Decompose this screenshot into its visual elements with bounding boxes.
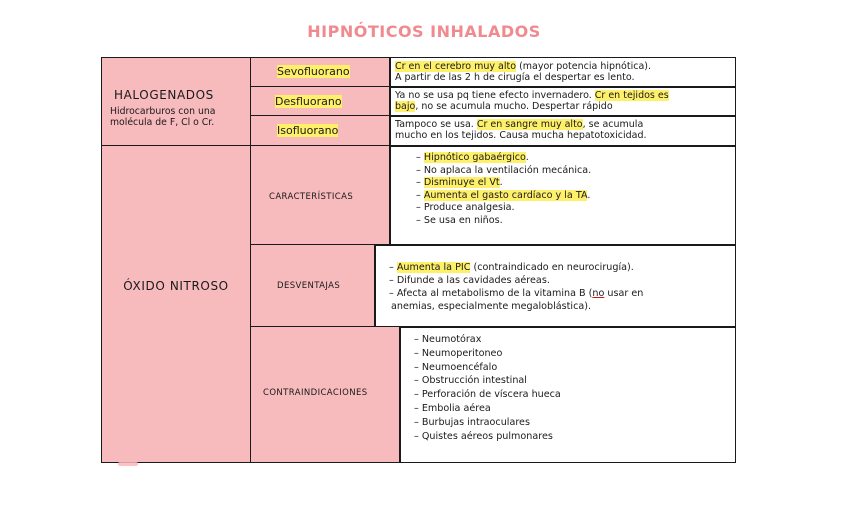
desventajas-content-cell [374, 244, 736, 328]
desfluorano-name-cell [250, 86, 391, 117]
list-item: – Neumoencéfalo [414, 361, 561, 375]
list-item-continuation: anemias, especialmente megaloblástica). [391, 301, 592, 312]
desfluorano-name: Desfluorano [275, 95, 342, 108]
contraindicaciones-list [414, 333, 561, 443]
sevofluorano-name: Sevofluorano [277, 65, 350, 78]
desventajas-label-cell [250, 244, 376, 328]
list-item: – Se usa en niños. [416, 215, 591, 228]
halogenados-label: HALOGENADOS [114, 88, 214, 102]
caracteristicas-list [416, 152, 591, 228]
list-item: – Disminuye el Vt. [416, 177, 591, 190]
desventajas-list [389, 261, 643, 313]
list-item: – Burbujas intraoculares [414, 416, 561, 430]
list-item: – Produce analgesia. [416, 202, 591, 215]
list-item: – Perforación de víscera hueca [414, 388, 561, 402]
list-item: – Embolia aérea [414, 402, 561, 416]
list-item: – Aumenta el gasto cardíaco y la TA. [416, 190, 591, 203]
sevofluorano-name-cell [250, 57, 391, 88]
caracteristicas-label-cell [250, 145, 391, 246]
halogenados-sublabel: Hidrocarburos con una molécula de F, Cl o Cr. [110, 106, 216, 128]
list-item: – Neumotórax [414, 333, 561, 347]
desfluorano-desc: Ya no se usa pq tiene efecto invernadero. Cr en tejidos es bajo, no se acumula mucho. Despertar rápido [395, 90, 669, 112]
list-item: – Difunde a las cavidades aéreas. [389, 275, 550, 286]
isofluorano-name-cell [250, 115, 391, 147]
caracteristicas-content-cell [389, 145, 736, 246]
list-item: – Hipnótico gabaérgico. [416, 152, 591, 165]
list-item: – Obstrucción intestinal [414, 374, 561, 388]
desventajas-label: DESVENTAJAS [277, 281, 341, 291]
isofluorano-desc-cell [389, 115, 736, 147]
contraindicaciones-label: CONTRAINDICACIONES [263, 388, 368, 398]
list-item: – Neumoperitoneo [414, 347, 561, 361]
desfluorano-desc-cell [389, 86, 736, 117]
list-item: – Quistes aéreos pulmonares [414, 430, 561, 444]
list-item: – Aumenta la PIC (contraindicado en neurocirugía). [389, 262, 634, 273]
isofluorano-name: Isofluorano [277, 124, 339, 137]
list-item: – No aplaca la ventilación mecánica. [416, 165, 591, 178]
pink-smudge-decoration [118, 462, 138, 466]
page-title: HIPNÓTICOS INHALADOS [307, 22, 541, 41]
halogenados-cell [101, 57, 252, 147]
caracteristicas-label: CARACTERÍSTICAS [269, 192, 354, 202]
contraindicaciones-label-cell [250, 326, 401, 463]
isofluorano-desc: Tampoco se usa. Cr en sangre muy alto, se acumula mucho en los tejidos. Causa mucha hepatotoxicidad. [395, 119, 647, 141]
list-item: – Afecta al metabolismo de la vitamina B (no usar en [389, 288, 644, 299]
oxido-nitroso-cell [101, 145, 252, 463]
sevofluorano-desc-cell [389, 57, 736, 88]
sevofluorano-desc: Cr en el cerebro muy alto (mayor potencia hipnótica). A partir de las 2 h de cirugía el despertar es lento. [395, 61, 652, 83]
contraindicaciones-content-cell [399, 326, 736, 463]
oxido-nitroso-label: ÓXIDO NITROSO [123, 279, 229, 293]
